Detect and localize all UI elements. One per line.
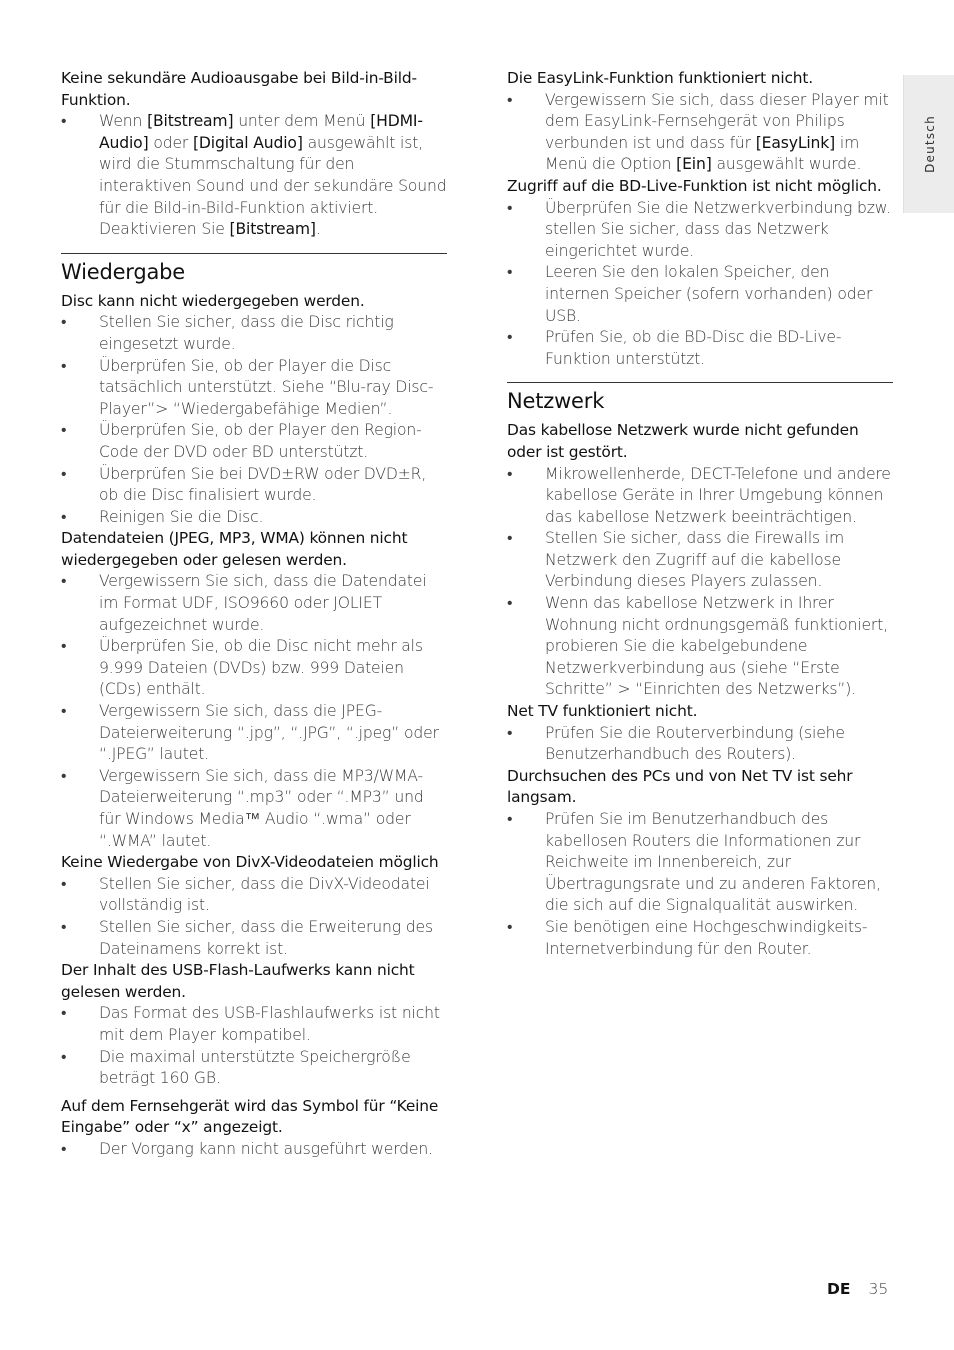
list-item: • Der Vorgang kann nicht ausgeführt werden.	[61, 1139, 433, 1158]
list-item: • Vergewissern Sie sich, dass dieser Player mit dem EasyLink-Fernsehgerät von Philips verbunden ist und dass für [EasyLink] im Menü die Option [Ein] ausgewählt wurde.	[507, 90, 889, 174]
list-item: • Prüfen Sie im Benutzerhandbuch des kabellosen Routers die Informationen zur Reichweite im Innenbereich, zur Übertragungsrate und zu anderen Faktoren, die sich auf die Signalqualität auswirken.	[507, 810, 881, 915]
menu-option: [HDMI-Audio]	[99, 112, 423, 152]
list-item: • Stellen Sie sicher, dass die Firewalls im Netzwerk den Zugriff auf die kabellose Verbindung dieses Players zulassen.	[507, 529, 845, 591]
list-item: • Leeren Sie den lokalen Speicher, den internen Speicher (sofern vorhanden) oder USB.	[507, 263, 873, 325]
problem-heading: Datendateien (JPEG, MP3, WMA) können nicht wiedergegeben oder gelesen werden.	[61, 529, 408, 569]
solution-list	[507, 723, 893, 766]
problem-heading: Keine Wiedergabe von DivX-Videodateien möglich	[61, 853, 439, 872]
solution-list	[61, 874, 447, 960]
solution-list	[507, 90, 893, 176]
section-title: Wiedergabe	[61, 259, 186, 284]
list-item: • Die maximal unterstützte Speichergröße beträgt 160 GB.	[61, 1047, 411, 1088]
menu-option: [Bitstream]	[147, 112, 234, 131]
solution-list	[507, 464, 893, 702]
language-code: DE	[827, 1280, 851, 1298]
language-side-tab	[903, 75, 954, 213]
problem-heading: Keine sekundäre Audioausgabe bei Bild-in-Bild-Funktion.	[61, 69, 417, 109]
menu-option: [Digital Audio]	[192, 133, 303, 152]
problem-heading: Zugriff auf die BD-Live-Funktion ist nicht möglich.	[507, 176, 882, 195]
problem-heading: Auf dem Fernsehgerät wird das Symbol für “Keine Eingabe” oder “x” angezeigt.	[61, 1096, 439, 1137]
solution-list	[61, 312, 447, 528]
list-item: • Prüfen Sie, ob die BD-Disc die BD-Live-Funktion unterstützt.	[507, 328, 842, 368]
list-item: • Stellen Sie sicher, dass die Disc richtig eingesetzt wurde.	[61, 313, 394, 353]
list-item: • Überprüfen Sie, ob der Player den Region-Code der DVD oder BD unterstützt.	[61, 421, 422, 461]
menu-option: [EasyLink]	[755, 133, 836, 152]
problem-heading: Die EasyLink-Funktion funktioniert nicht.	[507, 69, 813, 87]
left-column	[61, 68, 447, 1161]
menu-option: [Bitstream]	[229, 220, 316, 239]
list-item: • Stellen Sie sicher, dass die Erweiterung des Dateinamens korrekt ist.	[61, 917, 433, 958]
solution-list	[507, 809, 893, 960]
menu-option: [Ein]	[676, 155, 712, 174]
list-item: • Das Format des USB-Flashlaufwerks ist nicht mit dem Player kompatibel.	[61, 1004, 440, 1044]
list-item: • Prüfen Sie die Routerverbindung (siehe Benutzerhandbuch des Routers).	[507, 723, 845, 764]
problem-heading: Der Inhalt des USB-Flash-Laufwerks kann nicht gelesen werden.	[61, 961, 415, 1001]
list-item: • Stellen Sie sicher, dass die DivX-Videodatei vollständig ist.	[61, 874, 430, 915]
list-item: • Überprüfen Sie, ob die Disc nicht mehr als 9.999 Dateien (DVDs) bzw. 999 Dateien (CDs) enthält.	[61, 637, 423, 699]
section-wiedergabe	[61, 253, 447, 287]
solution-list	[61, 111, 447, 241]
list-item: • Vergewissern Sie sich, dass die Datendatei im Format UDF, ISO9660 oder JOLIET aufgezeichnet wurde.	[61, 572, 427, 634]
list-item: • Sie benötigen eine Hochgeschwindigkeits-Internetverbindung für den Router.	[507, 917, 868, 958]
problem-heading: Das kabellose Netzwerk wurde nicht gefunden oder ist gestört.	[507, 421, 859, 461]
problem-heading: Net TV funktioniert nicht.	[507, 702, 698, 721]
right-column	[507, 68, 893, 960]
solution-list	[61, 571, 447, 852]
language-side-tab-label: Deutsch	[922, 115, 937, 173]
solution-list	[61, 1003, 447, 1089]
list-item: • Reinigen Sie die Disc.	[61, 507, 264, 526]
section-netzwerk	[507, 382, 893, 416]
list-item: • Überprüfen Sie bei DVD±RW oder DVD±R, ob die Disc finalisiert wurde.	[61, 464, 427, 505]
list-item: • Vergewissern Sie sich, dass die MP3/WMA-Dateierweiterung “.mp3” oder “.MP3” und für Windows Media™ Audio “.wma” oder “.WMA” lautet.	[61, 766, 424, 850]
list-item: • Wenn [Bitstream] unter dem Menü [HDMI-Audio] oder [Digital Audio] ausgewählt ist, wird die Stummschaltung für den interaktiven Sound und der sekundäre Sound für die Bild-in-Bild-Funktion aktiviert. Deaktivieren Sie [Bitstream].	[61, 112, 447, 239]
solution-list	[507, 198, 893, 371]
page-number: 35	[868, 1280, 889, 1298]
list-item: • Überprüfen Sie, ob der Player die Disc tatsächlich unterstützt. Siehe “Blu-ray Disc-Player”> “Wiedergabefähige Medien”.	[61, 356, 434, 418]
section-title: Netzwerk	[507, 389, 605, 414]
solution-list	[61, 1139, 447, 1161]
page-footer	[827, 1280, 888, 1298]
problem-heading: Disc kann nicht wiedergegeben werden.	[61, 291, 365, 310]
list-item: • Mikrowellenherde, DECT-Telefone und andere kabellose Geräte in Ihrer Umgebung können das kabellose Netzwerk beeinträchtigen.	[507, 464, 891, 526]
list-item: • Wenn das kabellose Netzwerk in Ihrer Wohnung nicht ordnungsgemäß funktioniert, probieren Sie die kabelgebundene Netzwerkverbindung aus (siehe “Erste Schritte” > “Einrichten des Netzwerks”).	[507, 594, 888, 699]
problem-heading: Durchsuchen des PCs und von Net TV ist sehr langsam.	[507, 766, 853, 807]
list-item: • Vergewissern Sie sich, dass die JPEG-Dateierweiterung “.jpg”, “.JPG”, “.jpeg” oder “.JPEG” lautet.	[61, 702, 439, 764]
list-item: • Überprüfen Sie die Netzwerkverbindung bzw. stellen Sie sicher, dass das Netzwerk eingerichtet wurde.	[507, 198, 891, 260]
